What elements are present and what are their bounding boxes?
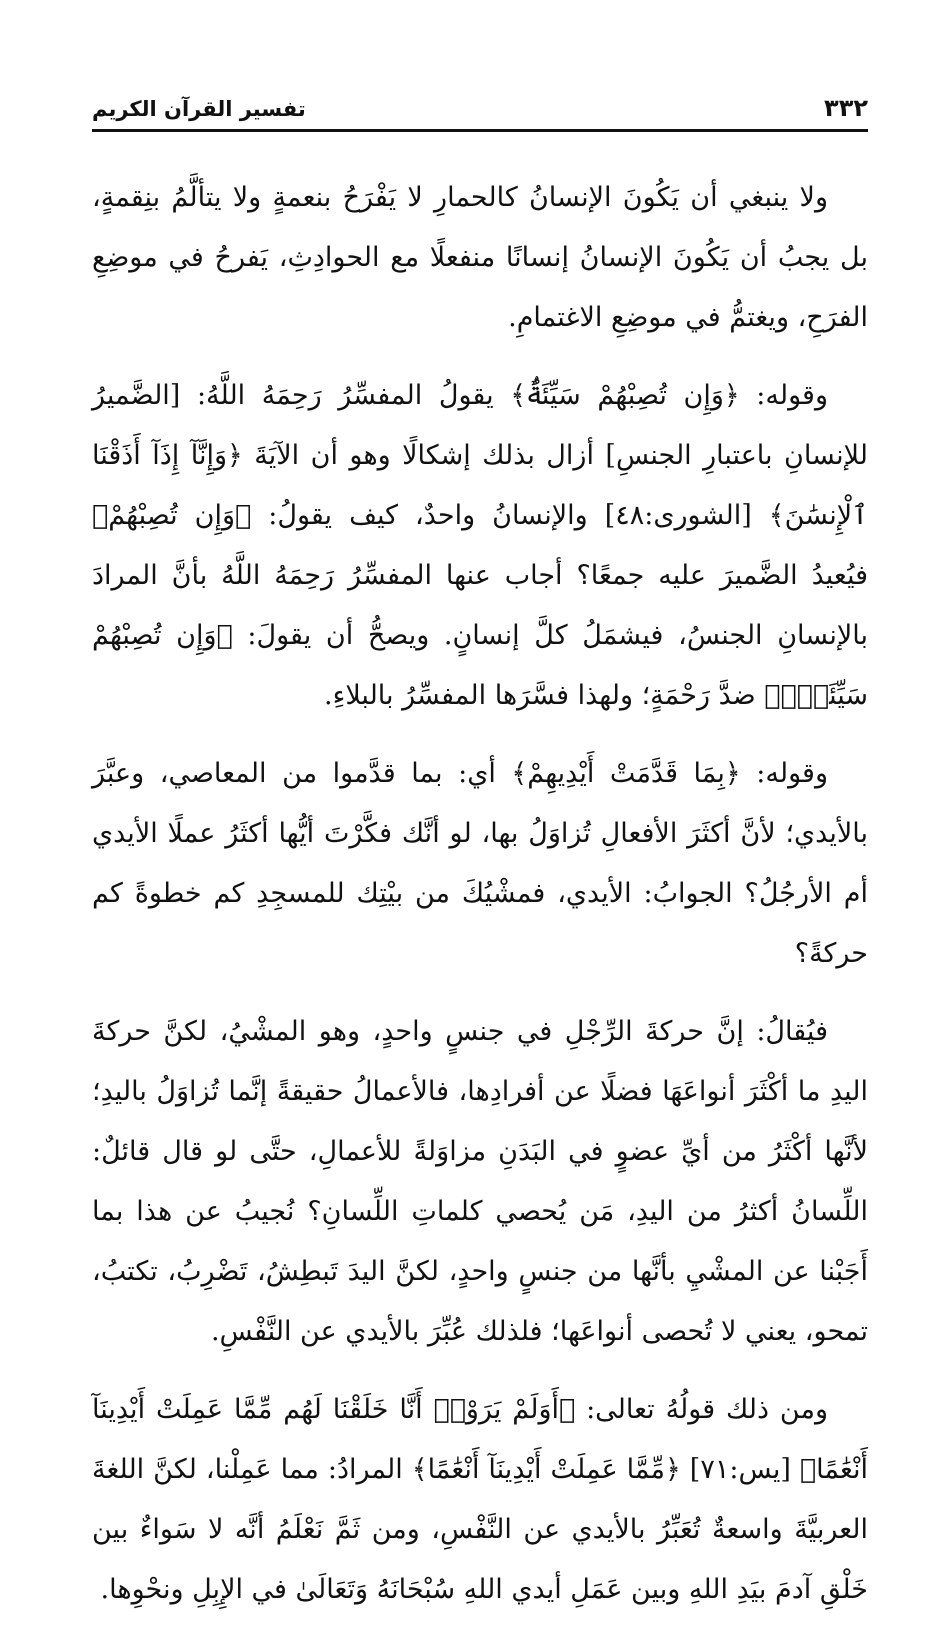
paragraph-1: ولا ينبغي أن يَكُونَ الإنسانُ كالحمارِ لا يَفْرَحُ بنعمةٍ ولا يتألَّمُ بنِقمةٍ، بل يجبُ أن يَكُونَ الإنسانُ إنسانًا منفعلًا مع الحوادِثِ، يَفرحُ في موضِعِ الفرَحِ، ويغتمُّ في موضِعِ الاغتمامِ. <box>92 182 868 333</box>
paragraph-3: وقوله: ﴿بِمَا قَدَّمَتْ أَيْدِيهِمْ﴾ أي: بما قدَّموا من المعاصي، وعبَّرَ بالأيدي؛ لأنَّ أكثَرَ الأفعالِ تُزاوَلُ بها، لو أنَّك فكَّرْتَ أيُّها أكثَرُ عملًا الأيدي أم الأرجُلُ؟ الجوابُ: الأيدي، فمشْيُكَ من بيْتِك للمسجِدِ كم خطوةً كم حركةً؟ <box>92 758 868 969</box>
paragraph-2: وقوله: ﴿وَإِن تُصِبْهُمْ سَيِّئَةٌۢ﴾ يقولُ المفسِّرُ رَحِمَهُ اللَّهُ: [الضَّميرُ للإنسانِ باعتبارِ الجنسِ] أزال بذلك إشكالًا وهو أن الآيَةَ ﴿وَإِنَّآ إِذَآ أَذَقْنَا ٱلْإِنسَٰنَ﴾ [الشورى:٤٨] والإنسانُ واحدٌ، كيف يقولُ: ﴿وَإِن تُصِبْهُمْ﴾ فيُعيدُ الضَّميرَ عليه جمعًا؟ أجاب عنها المفسِّرُ رَحِمَهُ اللَّهُ بأنَّ المرادَ بالإنسانِ الجنسُ، فيشمَلُ كلَّ إنسانٍ. ويصحُّ أن يقولَ: ﴿وَإِن تُصِبْهُمْ سَيِّئَةٌۢ﴾ ضدَّ رَحْمَةٍ؛ ولهذا فسَّرَها المفسِّرُ بالبلاءِ. <box>92 380 868 711</box>
page-number: ٣٣٢ <box>824 94 868 122</box>
paragraph-4: فيُقالُ: إنَّ حركةَ الرِّجْلِ في جنسٍ واحدٍ، وهو المشْيُ، لكنَّ حركةَ اليدِ ما أكْثَرَ أنواعَهَا فضلًا عن أفرادِها، فالأعمالُ حقيقةً إنَّما تُزاوَلُ باليدِ؛ لأنَّها أكْثَرُ من أيِّ عضوٍ في البَدَنِ مزاوَلةً للأعمالِ، حتَّى لو قال قائلٌ: اللِّسانُ أكثرُ من اليدِ، مَن يُحصي كلماتِ اللِّسانِ؟ نُجيبُ عن هذا بما أَجَبْنا عن المشْيِ بأنَّها من جنسٍ واحدٍ، لكنَّ اليدَ تَبطِشُ، تَضْرِبُ، تكتبُ، تمحو، يعني لا تُحصى أنواعَها؛ فلذلك عُبِّرَ بالأيدي عن النَّفْسِ. <box>92 1016 868 1347</box>
page-body <box>92 168 868 1638</box>
paragraph-5: ومن ذلك قولُهُ تعالى: ﴿أَوَلَمْ يَرَوْا۟ أَنَّا خَلَقْنَا لَهُم مِّمَّا عَمِلَتْ أَيْدِينَآ أَنْعَٰمًا﴾ [يس:٧١] ﴿مِّمَّا عَمِلَتْ أَيْدِينَآ أَنْعَٰمًا﴾ المرادُ: مما عَمِلْنا، لكنَّ اللغةَ العربيَّةَ واسعةٌ تُعَبِّرُ بالأيدي عن النَّفْسِ، ومن ثَمَّ نَعْلَمُ أنَّه لا سَواءٌ بين خَلْقِ آدمَ بيَدِ اللهِ وبين عَمَلِ أيدي اللهِ سُبْحَانَهُ وَتَعَالَىٰ في الإِبِلِ ونحْوِها. <box>92 1394 868 1605</box>
header-divider <box>92 129 868 132</box>
page-header <box>92 92 868 126</box>
book-title: تفسير القرآن الكريم <box>92 97 306 121</box>
